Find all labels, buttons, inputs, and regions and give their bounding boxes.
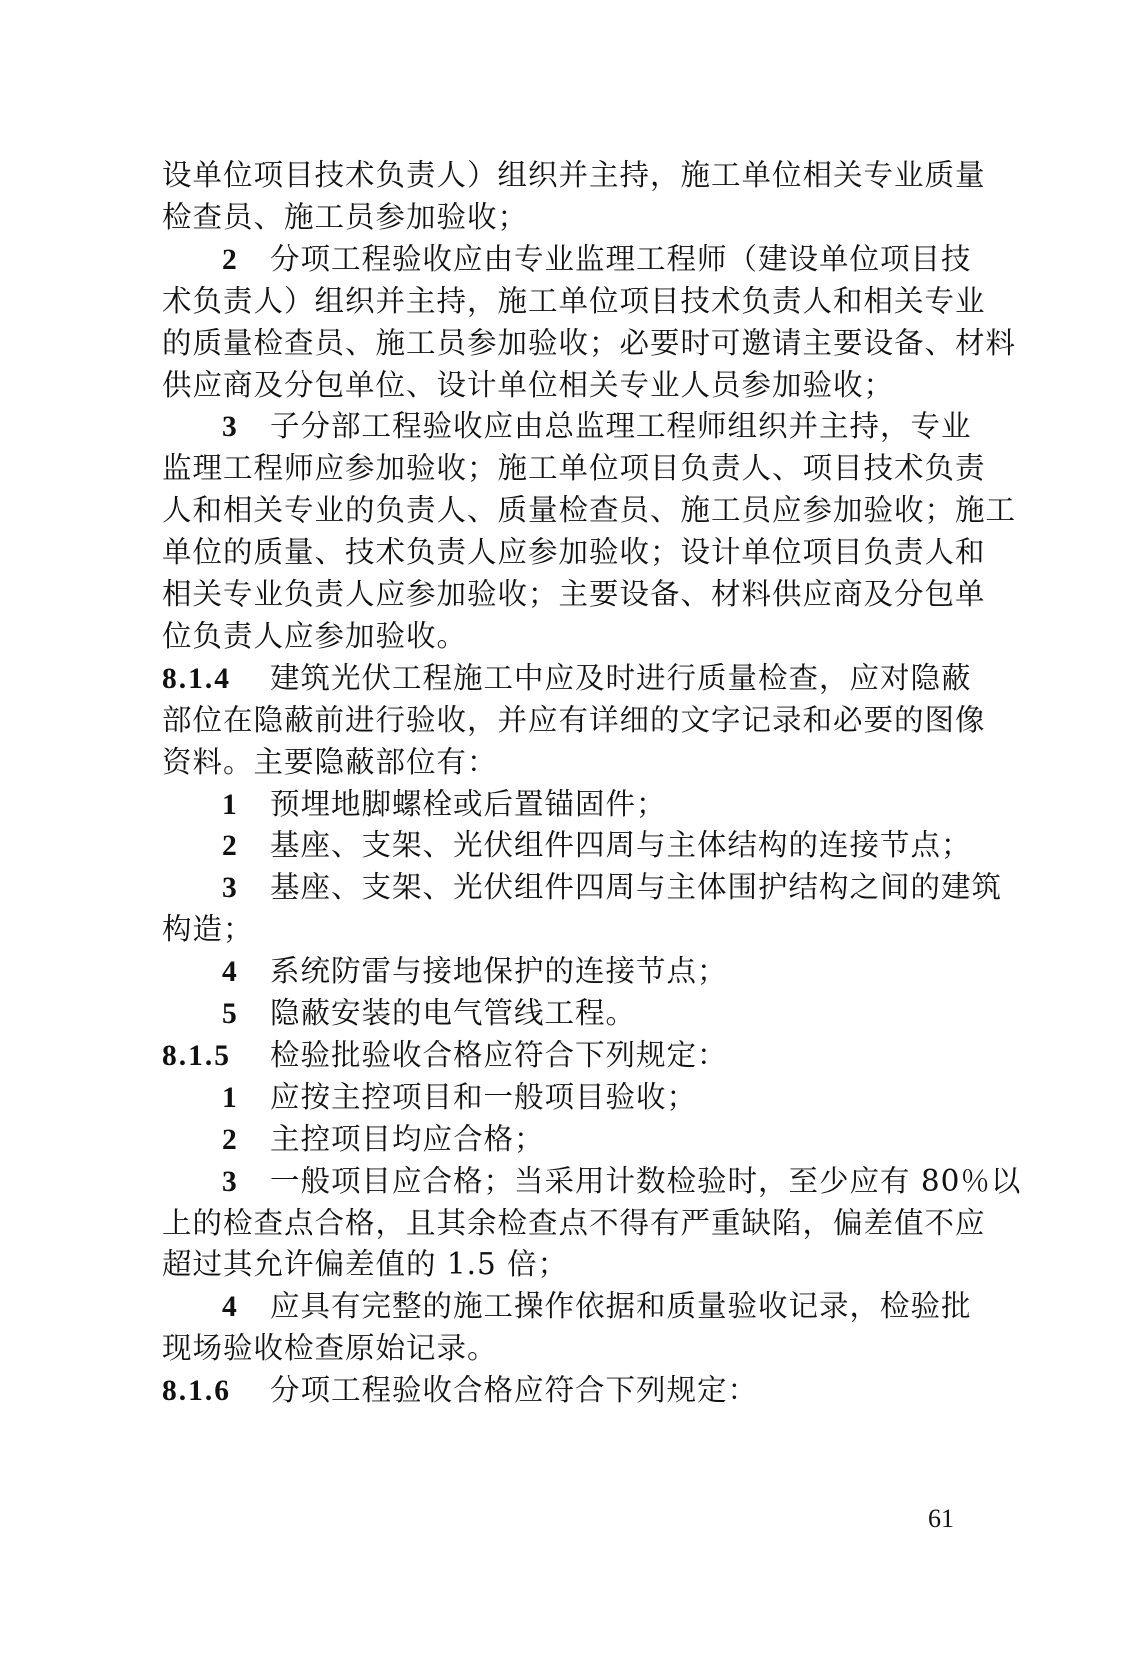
paragraph-line (162, 572, 986, 616)
paragraph-line (162, 698, 986, 742)
line-text: 应按主控项目和一般项目验收； (270, 1079, 698, 1114)
paragraph-line (162, 153, 986, 197)
page-number: 61 (928, 1504, 954, 1533)
clause-number: 8.1.5 (162, 1039, 231, 1072)
paragraph-line (162, 195, 982, 239)
item-number: 2 (222, 243, 237, 276)
paragraph-line (162, 530, 986, 574)
line-text: 隐蔽安装的电气管线工程。 (270, 996, 637, 1030)
item-number: 3 (222, 872, 237, 905)
line-text: 位负责人应参加验收。 (162, 618, 468, 653)
list-item-line (222, 1117, 982, 1161)
list-item-line (222, 865, 1003, 909)
line-text: 供应商及分包单位、设计单位相关专业人员参加验收； (162, 367, 895, 402)
line-text: 构造； (162, 912, 254, 947)
line-text: 部位在隐蔽前进行验收，并应有详细的文字记录和必要的图像 (162, 702, 986, 737)
line-text: 超过其允许偏差值的 1.5 倍； (162, 1247, 569, 1282)
line-text: 基座、支架、光伏组件四周与主体围护结构之间的建筑 (270, 870, 1003, 905)
clause-heading-line (162, 656, 982, 700)
list-item-line (222, 782, 982, 826)
line-text: 的质量检查员、施工员参加验收；必要时可邀请主要设备、材料 (162, 325, 1017, 360)
line-text: 相关专业负责人应参加验收；主要设备、材料供应商及分包单 (162, 577, 986, 611)
paragraph-line (162, 1242, 982, 1286)
list-item-line (222, 237, 982, 281)
list-item-line (222, 991, 982, 1035)
paragraph-line (162, 363, 982, 407)
list-item-line (222, 404, 982, 448)
paragraph-line (162, 740, 982, 784)
line-text: 子分部工程验收应由总监理工程师组织并主持，专业 (270, 409, 972, 444)
item-number: 5 (222, 998, 237, 1030)
line-text: 主控项目均应合格； (270, 1121, 545, 1156)
line-text: 基座、支架、光伏组件四周与主体结构的连接节点； (270, 828, 972, 863)
paragraph-line (162, 1326, 982, 1370)
clause-heading-line (162, 1033, 982, 1077)
item-number: 1 (222, 788, 237, 821)
paragraph-line (162, 1201, 986, 1245)
item-number: 2 (222, 830, 237, 863)
paragraph-line (162, 279, 986, 323)
line-text: 分项工程验收合格应符合下列规定： (270, 1373, 759, 1408)
line-text: 上的检查点合格，且其余检查点不得有严重缺陷，偏差值不应 (162, 1205, 986, 1240)
list-item-line (222, 949, 982, 993)
list-item-line (222, 1075, 982, 1119)
line-text: 设单位项目技术负责人）组织并主持，施工单位相关专业质量 (162, 158, 986, 192)
line-text: 监理工程师应参加验收；施工单位项目负责人、项目技术负责 (162, 451, 986, 486)
item-number: 4 (222, 956, 237, 989)
clause-number: 8.1.4 (162, 662, 231, 695)
line-text: 人和相关专业的负责人、质量检查员、施工员应参加验收；施工 (162, 493, 1017, 528)
paragraph-line (162, 321, 1017, 365)
item-number: 4 (222, 1291, 237, 1324)
item-number: 2 (222, 1123, 237, 1156)
line-text: 资料。主要隐蔽部位有： (162, 744, 498, 779)
line-text: 现场验收检查原始记录。 (162, 1331, 498, 1366)
line-text: 预埋地脚螺栓或后置锚固件； (270, 786, 667, 821)
clause-heading-line (162, 1368, 982, 1412)
list-item-line (222, 1284, 982, 1328)
line-text: 分项工程验收应由专业监理工程师（建设单位项目技 (270, 241, 972, 276)
line-text: 检查员、施工员参加验收； (162, 199, 529, 234)
line-text: 应具有完整的施工操作依据和质量验收记录，检验批 (270, 1289, 972, 1324)
line-text: 单位的质量、技术负责人应参加验收；设计单位项目负责人和 (162, 535, 986, 570)
item-number: 3 (222, 411, 237, 444)
clause-number: 8.1.6 (162, 1375, 231, 1408)
line-text: 检验批验收合格应符合下列规定： (270, 1037, 728, 1072)
item-number: 3 (222, 1165, 237, 1198)
paragraph-line (162, 446, 986, 490)
paragraph-line (162, 907, 982, 951)
line-text: 一般项目应合格；当采用计数检验时，至少应有 80％以 (270, 1163, 1022, 1198)
list-item-line (222, 1159, 1022, 1203)
list-item-line (222, 823, 982, 867)
line-text: 术负责人）组织并主持，施工单位项目技术负责人和相关专业 (162, 283, 986, 318)
item-number: 1 (222, 1081, 237, 1114)
paragraph-line (162, 488, 1017, 532)
line-text: 系统防雷与接地保护的连接节点； (270, 954, 728, 989)
line-text: 建筑光伏工程施工中应及时进行质量检查，应对隐蔽 (270, 660, 972, 695)
paragraph-line (162, 614, 982, 658)
